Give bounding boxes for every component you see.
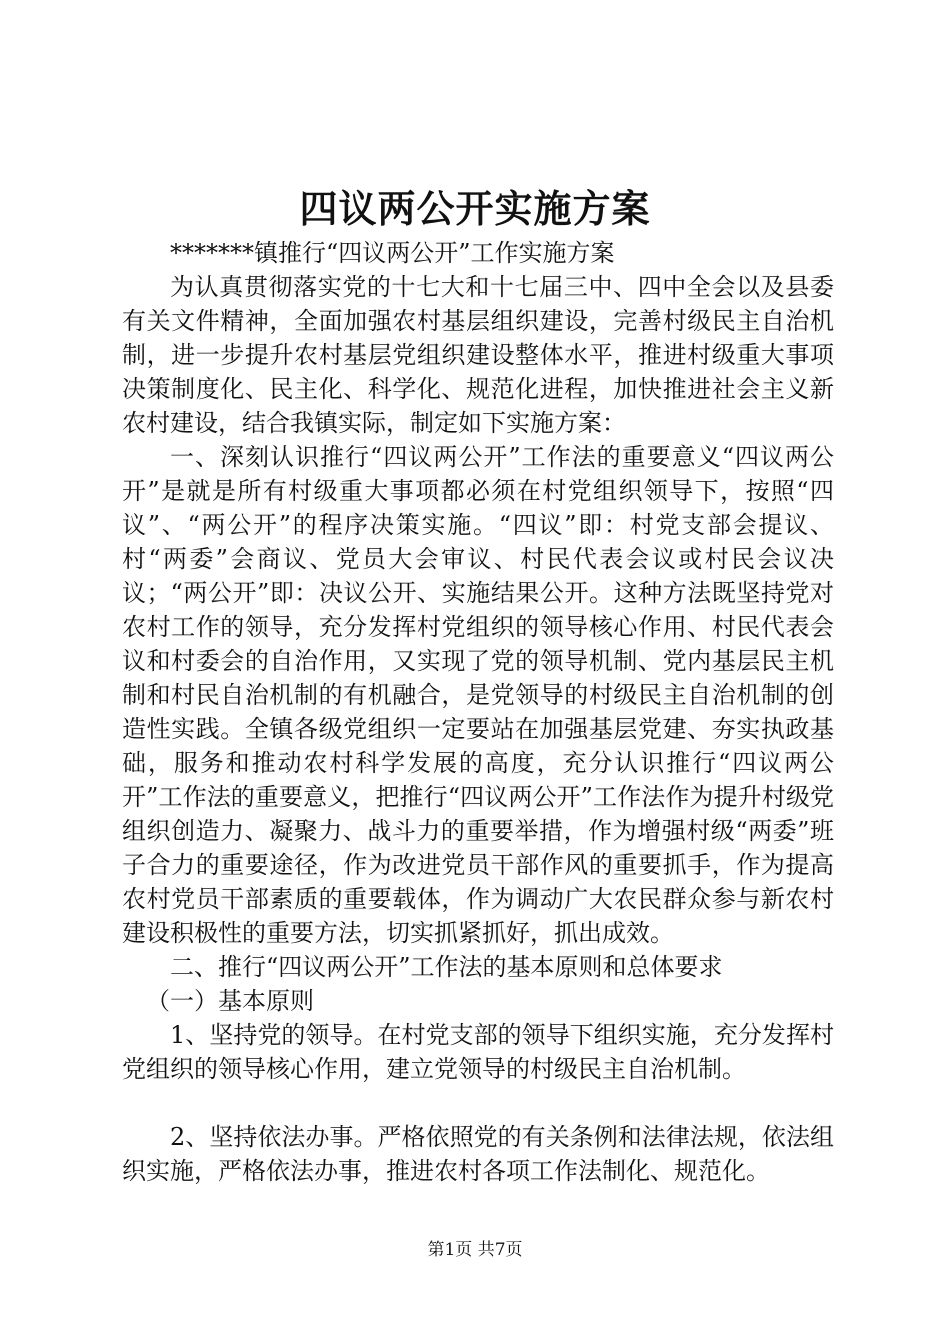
section-two-heading: 二、推行“四议两公开”工作法的基本原则和总体要求 [170, 953, 723, 981]
principle-one-paragraph: 1、坚持党的领导。在村党支部的领导下组织实施，充分发挥村党组织的领导核心作用，建立党领导的村级民主自治机制。 [122, 1021, 834, 1083]
document-body [122, 236, 834, 1188]
subsection-heading: （一）基本原则 [146, 987, 314, 1015]
subtitle-paragraph: *******镇推行“四议两公开”工作实施方案 [170, 239, 615, 267]
page-footer: 第1页 共7页 [427, 1240, 523, 1260]
principle-two-paragraph: 2、坚持依法办事。严格依照党的有关条例和法律法规，依法组织实施，严格依法办事，推进农村各项工作法制化、规范化。 [122, 1123, 834, 1185]
section-one-paragraph: 一、深刻认识推行“四议两公开”工作法的重要意义“四议两公开”是就是所有村级重大事项都必须在村党组织领导下，按照“四议”、“两公开”的程序决策实施。“四议”即：村党支部会提议、村“两委”会商议、党员大会审议、村民代表会议或村民会议决议；“两公开”即：决议公开、实施结果公开。这种方法既坚持党对农村工作的领导，充分发挥村党组织的领导核心作用、村民代表会议和村委会的自治作用，又实现了党的领导机制、党内基层民主机制和村民自治机制的有机融合，是党领导的村级民主自治机制的创造性实践。全镇各级党组织一定要站在加强基层党建、夯实执政基础，服务和推动农村科学发展的高度，充分认识推行“四议两公开”工作法的重要意义，把推行“四议两公开”工作法作为提升村级党组织创造力、凝聚力、战斗力的重要举措，作为增强村级“两委”班子合力的重要途径，作为改进党员干部作风的重要抓手，作为提高农村党员干部素质的重要载体，作为调动广大农民群众参与新农村建设积极性的重要方法，切实抓紧抓好，抓出成效。 [122, 443, 834, 947]
document-title: 四议两公开实施方案 [299, 186, 651, 231]
intro-paragraph: 为认真贯彻落实党的十七大和十七届三中、四中全会以及县委有关文件精神，全面加强农村基层组织建设，完善村级民主自治机制，进一步提升农村基层党组织建设整体水平，推进村级重大事项决策制度化、民主化、科学化、规范化进程，加快推进社会主义新农村建设，结合我镇实际，制定如下实施方案： [122, 273, 834, 437]
